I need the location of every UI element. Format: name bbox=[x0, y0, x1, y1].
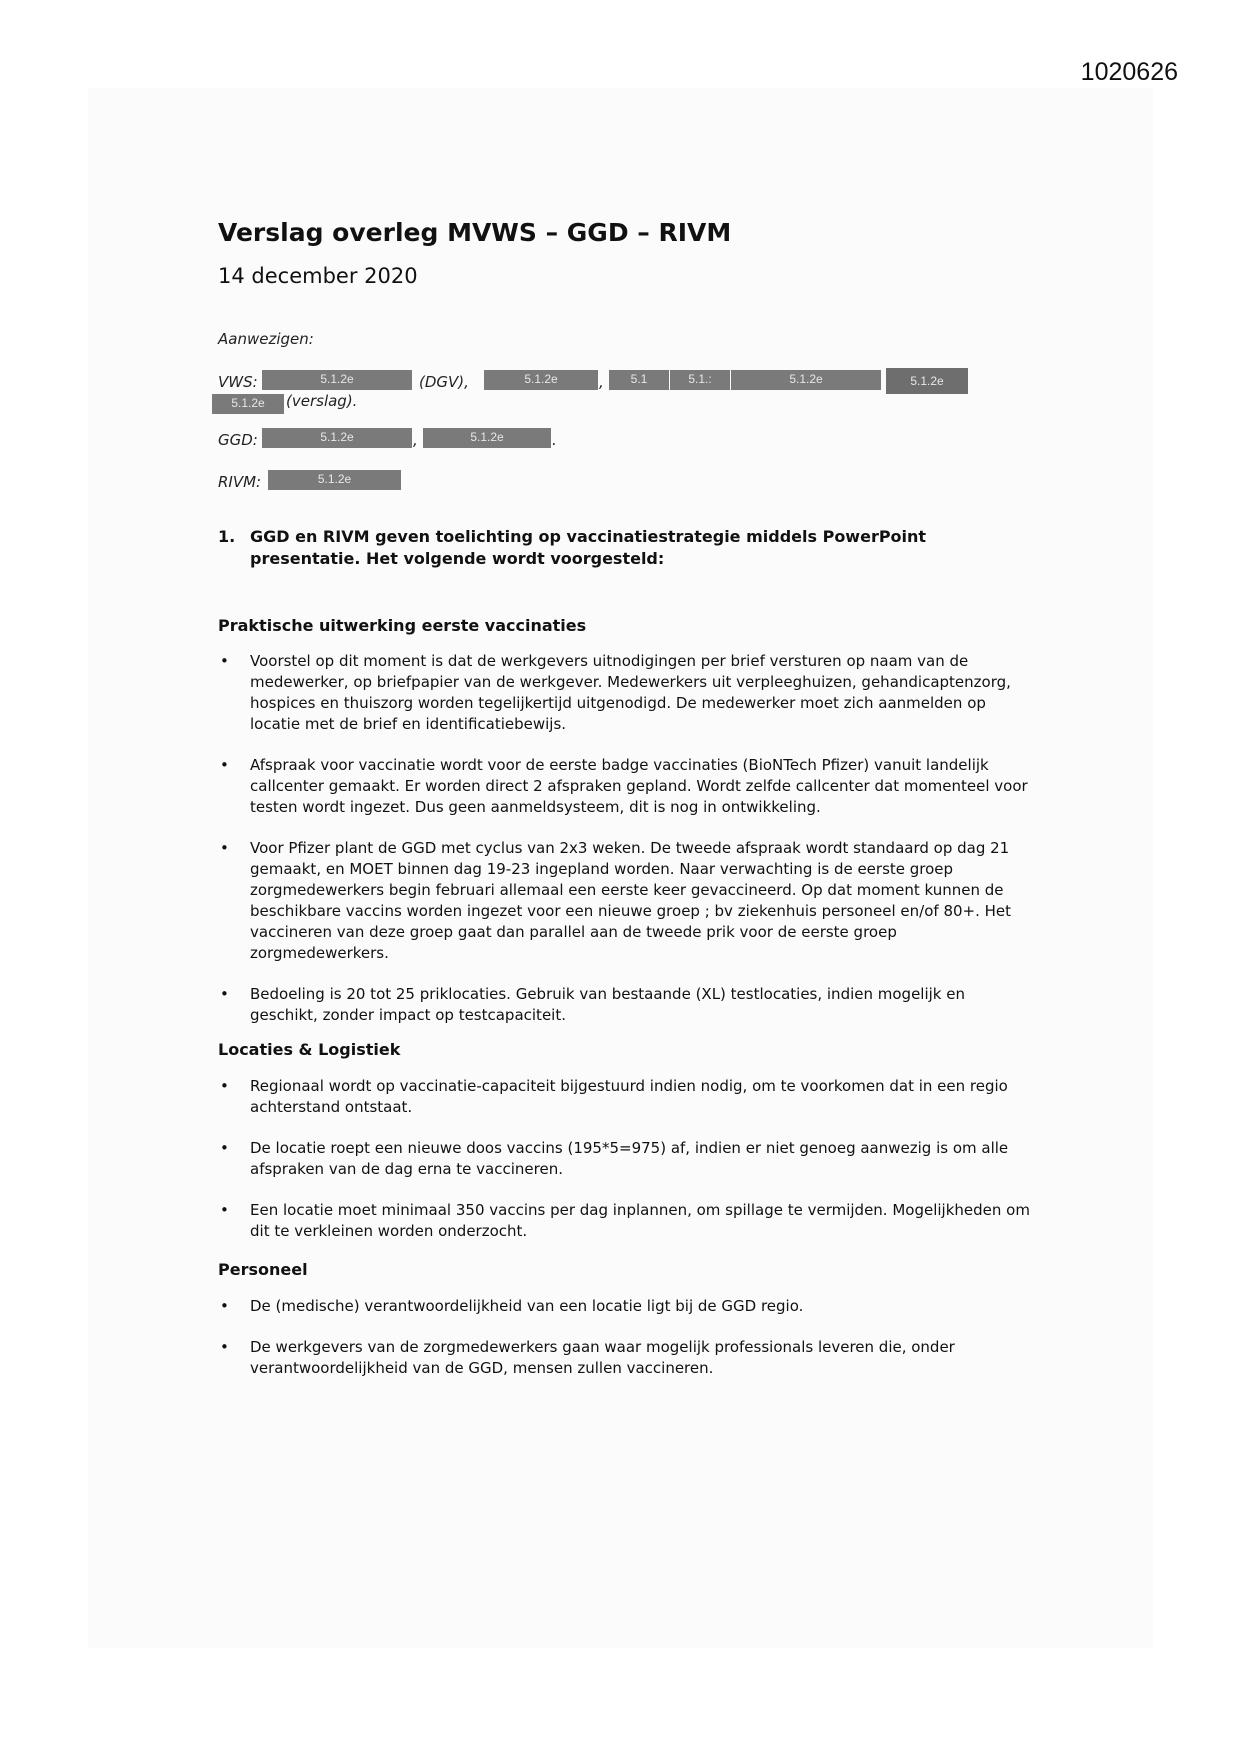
rivm-label: RIVM: bbox=[218, 473, 262, 491]
list-item-text: Een locatie moet minimaal 350 vaccins per dag inplannen, om spillage te vermijden. Mogelijkheden om dit te verkleinen worden onderzocht. bbox=[250, 1201, 1030, 1240]
section-title-locaties-logistiek: Locaties & Logistiek bbox=[218, 1040, 401, 1059]
redaction-block: 5.1.2e bbox=[262, 370, 412, 390]
redaction-block: 5.1.2e bbox=[423, 428, 551, 448]
list-item-text: De (medische) verantwoordelijkheid van een locatie ligt bij de GGD regio. bbox=[250, 1297, 804, 1315]
bullet-icon: • bbox=[220, 1297, 229, 1315]
agenda-item-1 bbox=[218, 526, 978, 570]
document-title: Verslag overleg MVWS – GGD – RIVM bbox=[218, 218, 732, 247]
list-item bbox=[218, 838, 1030, 964]
bullet-icon: • bbox=[220, 1201, 229, 1219]
ggd-label: GGD: bbox=[218, 431, 258, 449]
list-item-text: Voorstel op dit moment is dat de werkgevers uitnodigingen per brief versturen op naam van de medewerker, op briefpapier van de werkgever. Medewerkers uit verpleeghuizen, gehandicaptenzorg, hospices en thuiszorg worden tegelijkertijd uitgenodigd. De medewerker moet zich aanmelden op locatie met de brief en identificatiebewijs. bbox=[250, 652, 1011, 733]
document-number: 1020626 bbox=[1080, 58, 1178, 86]
bullet-icon: • bbox=[220, 1139, 229, 1157]
list-item bbox=[218, 1138, 1030, 1180]
list-item bbox=[218, 984, 1030, 1026]
redaction-block: 5.1.: bbox=[670, 370, 730, 390]
list-item bbox=[218, 755, 1030, 818]
redaction-block: 5.1.2e bbox=[212, 394, 284, 414]
ggd-comma: , bbox=[413, 431, 418, 449]
vws-dgv-text: (DGV), bbox=[419, 373, 469, 391]
vws-comma: , bbox=[599, 373, 604, 391]
bullet-icon: • bbox=[220, 985, 229, 1003]
bullet-icon: • bbox=[220, 652, 229, 670]
redaction-block: 5.1.2e bbox=[262, 428, 412, 448]
redaction-block: 5.1 bbox=[609, 370, 669, 390]
redaction-block: 5.1.2e bbox=[484, 370, 598, 390]
redaction-block: 5.1.2e bbox=[268, 470, 401, 490]
section-title-praktische-uitwerking: Praktische uitwerking eerste vaccinaties bbox=[218, 616, 587, 635]
list-item-text: Voor Pfizer plant de GGD met cyclus van 2x3 weken. De tweede afspraak wordt standaard op dag 21 gemaakt, en MOET binnen dag 19-23 ingepland worden. Naar verwachting is de eerste groep zorgmedewerkers begin februari allemaal een eerste keer gevaccineerd. Op dat moment kunnen de beschikbare vaccins worden ingezet voor een nieuwe groep ; bv ziekenhuis personeel en/of 80+. Het vaccineren van deze groep gaat dan parallel aan de tweede prik voor de eerste groep zorgmedewerkers. bbox=[250, 839, 1012, 962]
list-item-text: Regionaal wordt op vaccinatie-capaciteit bijgestuurd indien nodig, om te voorkomen dat in een regio achterstand ontstaat. bbox=[250, 1077, 1008, 1116]
bullet-list-praktische-uitwerking bbox=[218, 651, 1030, 1046]
list-item bbox=[218, 1296, 1030, 1317]
ggd-end: . bbox=[552, 431, 557, 449]
bullet-list-locaties-logistiek bbox=[218, 1076, 1030, 1262]
list-item-text: Afspraak voor vaccinatie wordt voor de eerste badge vaccinaties (BioNTech Pfizer) vanuit landelijk callcenter gemaakt. Er worden direct 2 afspraken gepland. Wordt zelfde callcenter dat momenteel voor testen wordt ingezet. Dus geen aanmeldsysteem, dit is nog in ontwikkeling. bbox=[250, 756, 1028, 816]
attendees-list bbox=[212, 367, 1032, 489]
list-item bbox=[218, 1200, 1030, 1242]
agenda-item-text: GGD en RIVM geven toelichting op vaccinatiestrategie middels PowerPoint presentatie. Het volgende wordt voorgesteld: bbox=[250, 527, 927, 568]
list-item-text: Bedoeling is 20 tot 25 priklocaties. Gebruik van bestaande (XL) testlocaties, indien mogelijk en geschikt, zonder impact op testcapaciteit. bbox=[250, 985, 965, 1024]
list-item-text: De locatie roept een nieuwe doos vaccins (195*5=975) af, indien er niet genoeg aanwezig is om alle afspraken van de dag erna te vaccineren. bbox=[250, 1139, 1009, 1178]
list-item bbox=[218, 1076, 1030, 1118]
attendees-row-vws-continued bbox=[212, 389, 1032, 411]
bullet-icon: • bbox=[220, 756, 229, 774]
vws-label: VWS: bbox=[218, 373, 258, 391]
attendees-label: Aanwezigen: bbox=[218, 330, 314, 348]
attendees-row-ggd bbox=[212, 425, 1032, 447]
bullet-list-personeel bbox=[218, 1296, 1030, 1399]
attendees-row-vws bbox=[212, 367, 1032, 389]
agenda-item-number: 1. bbox=[218, 527, 236, 546]
bullet-icon: • bbox=[220, 839, 229, 857]
list-item bbox=[218, 1337, 1030, 1379]
attendees-row-rivm bbox=[212, 467, 1032, 489]
bullet-icon: • bbox=[220, 1338, 229, 1356]
vws-verslag-text: (verslag). bbox=[286, 392, 358, 410]
list-item-text: De werkgevers van de zorgmedewerkers gaan waar mogelijk professionals leveren die, onder verantwoordelijkheid van de GGD, mensen zullen vaccineren. bbox=[250, 1338, 955, 1377]
redaction-block: 5.1.2e bbox=[886, 368, 968, 394]
list-item bbox=[218, 651, 1030, 735]
document-date: 14 december 2020 bbox=[218, 264, 418, 288]
bullet-icon: • bbox=[220, 1077, 229, 1095]
section-title-personeel: Personeel bbox=[218, 1260, 308, 1279]
redaction-block: 5.1.2e bbox=[731, 370, 881, 390]
